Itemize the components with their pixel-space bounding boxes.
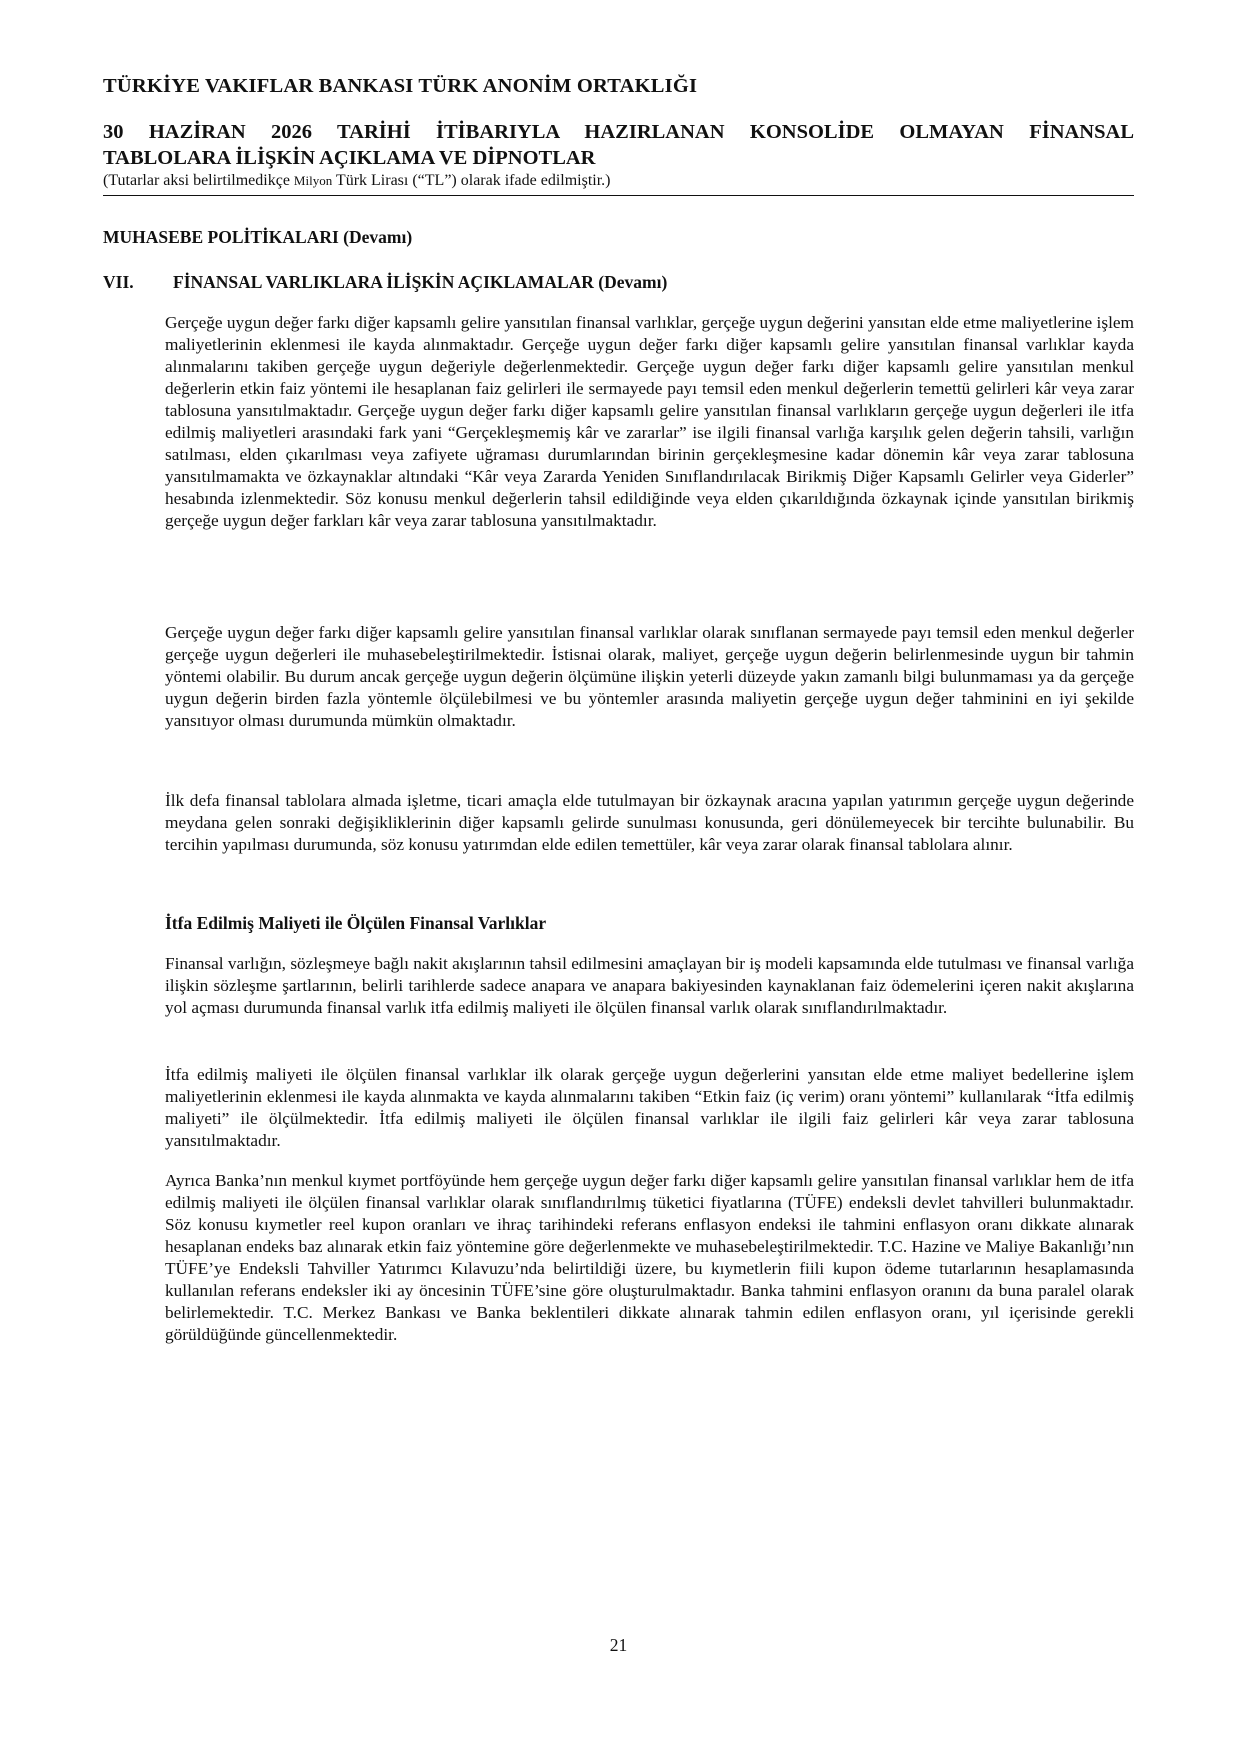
bank-name: TÜRKİYE VAKIFLAR BANKASI TÜRK ANONİM ORTAKLIĞI [103,75,698,97]
paragraph-amortised-cost-measurement: İtfa edilmiş maliyeti ile ölçülen finansal varlıklar ilk olarak gerçeğe uygun değerlerini yansıtan elde etme maliyet bedellerine işlem maliyetlerinin eklenmesi ile kayda alınmakta ve kayda alınmalarını takiben “Etkin faiz (iç verim) oranı yöntemi” kullanılarak “İtfa edilmiş maliyeti” ile ölçülmektedir. İtfa edilmiş maliyeti ile ölçülen finansal varlıklar ile ilgili faiz gelirleri kâr veya zarar tablosuna yansıtılmaktadır. [165,1065,1134,1150]
report-title-line1: 30 HAZİRAN 2026 TARİHİ İTİBARIYLA HAZIRLANAN KONSOLİDE OLMAYAN FİNANSAL [103,121,1134,143]
report-title [103,119,1134,171]
paragraph-irrevocable-election: İlk defa finansal tablolara almada işletme, ticari amaçla elde tutulmayan bir özkaynak aracına yapılan yatırımın gerçeğe uygun değerinde meydana gelen sonraki değişikliklerinin diğer kapsamlı gelirde sunulması konusunda, geri dönülemeyecek bir tercihte bulunabilir. Bu tercihin yapılması durumunda, söz konusu yatırımdan elde edilen temettüler, kâr veya zarar olarak finansal tablolara alınır. [165,791,1134,854]
section-heading: MUHASEBE POLİTİKALARI (Devamı) [103,227,413,247]
header-divider [103,195,1134,196]
currency-note [103,172,610,190]
report-title-line2: TABLOLARA İLİŞKİN AÇIKLAMA VE DİPNOTLAR [103,147,596,169]
page-number: 21 [609,1635,628,1655]
paragraph-fvoci-measurement: Gerçeğe uygun değer farkı diğer kapsamlı gelire yansıtılan finansal varlıklar, gerçeğe uygun değerini yansıtan elde etme maliyetlerine işlem maliyetlerinin eklenmesi ile kayda alınmaktadır. Gerçeğe uygun değer farkı diğer kapsamlı gelire yansıtılan finansal varlıklar kayda alınmalarını takiben gerçeğe uygun değeriyle değerlenmektedir. Gerçeğe uygun değer farkı diğer kapsamlı gelire yansıtılan menkul değerlerin etkin faiz yöntemi ile hesaplanan faiz gelirleri ile sermayede payı temsil eden menkul değerlerin temettü gelirleri kâr veya zarar tablosuna yansıtılmaktadır. Gerçeğe uygun değer farkı diğer kapsamlı gelire yansıtılan finansal varlıkların gerçeğe uygun değerleri ile itfa edilmiş maliyetleri arasındaki fark yani “Gerçekleşmemiş kâr ve zararlar” ise ilgili finansal varlığa karşılık gelen değerin tahsili, varlığın satılması, elden çıkarılması veya zafiyete uğraması durumlarından birinin gerçekleşmesine kadar dönemin kâr veya zarar tablosuna yansıtılmamakta ve özkaynaklar altındaki “Kâr veya Zararda Yeniden Sınıflandırılacak Birikmiş Diğer Kapsamlı Gelirler veya Giderler” hesabında izlenmektedir. Söz konusu menkul değerlerin tahsil edildiğinde veya elden çıkarıldığında özkaynak içinde yansıtılan birikmiş gerçeğe uygun değer farkları kâr veya zarar tablosuna yansıtılmaktadır. [165,313,1134,530]
document-page [103,0,1134,1755]
paragraph-equity-instruments: Gerçeğe uygun değer farkı diğer kapsamlı gelire yansıtılan finansal varlıklar olarak sınıflanan sermayede payı temsil eden menkul değerler gerçeğe uygun değerleri ile muhasebeleştirilmektedir. İstisnai olarak, maliyet, gerçeğe uygun değerin belirlenmesinde uygun bir tahmin yöntemi olabilir. Bu durum ancak gerçeğe uygun değerin ölçümüne ilişkin yeterli düzeyde yakın zamanlı bilgi bulunmaması ya da gerçeğe uygun değerin birden fazla yöntemle ölçülebilmesi ve bu yöntemler arasında maliyetin gerçeğe uygun değer tahminini en iyi şekilde yansıtıyor olması durumunda mümkün olmaktadır. [165,623,1134,730]
amortised-cost-heading: İtfa Edilmiş Maliyeti ile Ölçülen Finansal Varlıklar [165,913,547,933]
currency-note-part2: Türk Lirası (“TL”) olarak ifade edilmiştir.) [332,172,611,189]
currency-note-part1: (Tutarlar aksi belirtilmedikçe [103,172,294,189]
subsection-heading [103,272,667,293]
paragraph-amortised-cost-classification: Finansal varlığın, sözleşmeye bağlı nakit akışlarının tahsil edilmesini amaçlayan bir iş modeli kapsamında elde tutulması ve finansal varlığa ilişkin sözleşme şartlarının, belirli tarihlerde sadece anapara ve anapara bakiyesinden kaynaklanan faiz ödemelerini içeren nakit akışlarına yol açması durumunda finansal varlık itfa edilmiş maliyeti ile ölçülen finansal varlık olarak sınıflandırılmaktadır. [165,954,1134,1017]
subsection-number: VII. [103,272,134,292]
subsection-title: FİNANSAL VARLIKLARA İLİŞKİN AÇIKLAMALAR (Devamı) [173,272,668,292]
paragraph-cpi-indexed-bonds: Ayrıca Banka’nın menkul kıymet portföyünde hem gerçeğe uygun değer farkı diğer kapsamlı gelire yansıtılan finansal varlıklar hem de itfa edilmiş maliyeti ile ölçülen finansal varlıklar olarak sınıflandırılmış tüketici fiyatlarına (TÜFE) endeksli devlet tahvilleri bulunmaktadır. Söz konusu kıymetler reel kupon oranları ve ihraç tarihindeki referans enflasyon endeksi ile tahmini enflasyon oranı dikkate alınarak hesaplanan endeks baz alınarak etkin faiz yöntemine göre değerlenmekte ve muhasebeleştirilmektedir. T.C. Hazine ve Maliye Bakanlığı’nın TÜFE’ye Endeksli Tahviller Yatırımcı Kılavuzu’nda belirtildiği üzere, bu kıymetlerin fiili kupon ödeme tutarlarının hesaplamasında kullanılan referans endeksler iki ay öncesinin TÜFE’sine göre oluşturulmaktadır. Banka tahmini enflasyon oranını da buna paralel olarak belirlemektedir. T.C. Merkez Bankası ve Banka beklentileri dikkate alınarak tahmin edilen enflasyon oranı, yıl içerisinde gerekli görüldüğünde güncellenmektedir. [165,1171,1134,1344]
currency-note-unit: Milyon [293,173,333,188]
